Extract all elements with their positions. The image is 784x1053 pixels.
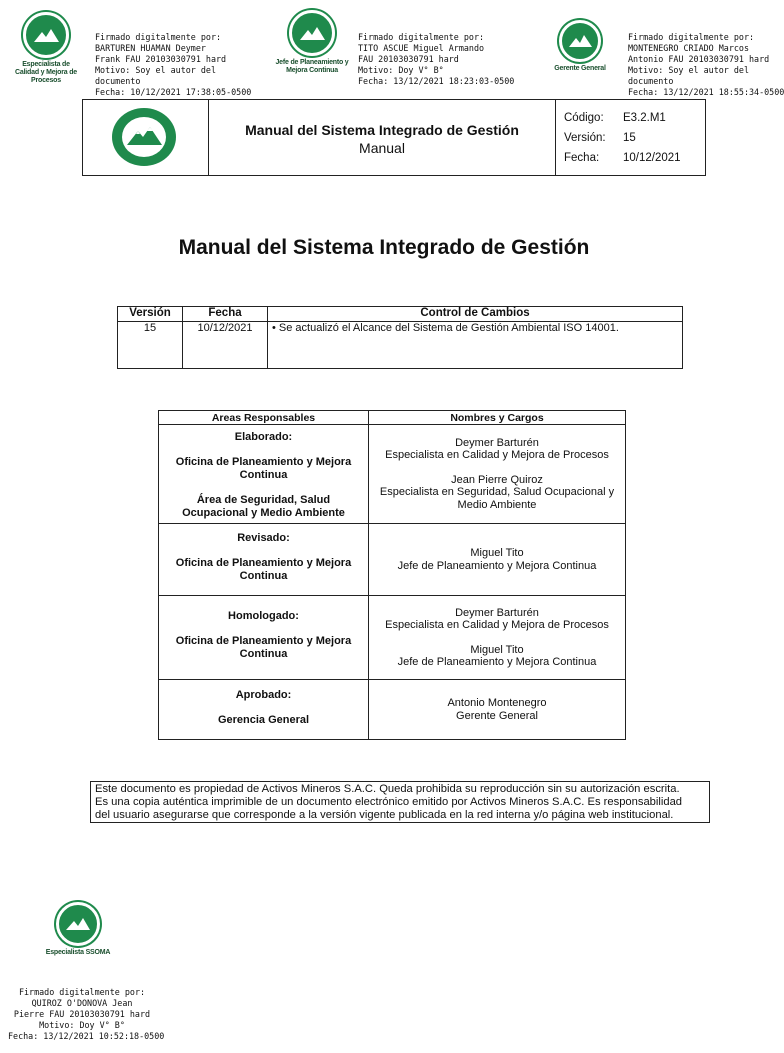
table-row-revisado [159,524,626,596]
table-row-elaborado [159,425,626,524]
seal-role: Especialista SSOMA [45,949,111,956]
person-role: Gerente General [456,709,538,722]
document-title: Manual del Sistema Integrado de Gestión [178,236,590,259]
table-row-homologado [159,596,626,680]
fecha-row [564,152,681,164]
signature-block-montenegro: Firmado digitalmente por: MONTENEGRO CRIADO Marcos Antonio FAU 20103030791 hard Motivo: Soy el autor del documento Fecha: 13/12/2021 18:55:34-0500 [628,32,784,97]
people-cell [369,524,626,596]
change-text: Se actualizó el Alcance del Sistema de Gestión Ambiental ISO 14001. [278,322,619,334]
area-name: Oficina de Planeamiento y Mejora Continua [175,635,352,660]
seal-role: Jefe de Planeamiento y Mejora Continua [275,59,349,74]
person-name: Antonio Montenegro [447,697,547,709]
person-name: Deymer Barturén [455,436,539,449]
activos-mineros-logo-icon [23,12,69,58]
version-table [117,306,683,369]
seal-gerente [550,20,610,73]
column-header: Control de Cambios [268,307,683,322]
person-name: Jean Pierre Quiroz [451,473,543,486]
areas-cell [159,680,369,740]
person-role: Especialista en Calidad y Mejora de Procesos [385,449,609,462]
codigo-row [564,112,666,124]
date-cell: 10/12/2021 [183,322,268,369]
codigo-label: Código: [564,112,604,124]
area-name: Oficina de Planeamiento y Mejora Continua [175,456,352,481]
table-header-row [159,411,626,425]
stage-label: Elaborado: [234,431,293,443]
version-cell: 15 [118,322,183,369]
notice-line: Este documento es propiedad de Activos Mineros S.A.C. Queda prohibida su reproducción sin su autorización escrita. [95,783,680,795]
activos-mineros-logo-icon [289,10,335,56]
seal-ssoma [40,902,116,957]
area-name: Área de Seguridad, Salud Ocupacional y Medio Ambiente [182,494,345,519]
fecha-label: Fecha: [564,152,600,164]
notice-line: del usuario asegurarse que corresponde a la versión vigente publicada en la red interna y/o página web institucional. [95,809,674,821]
column-header: Areas Responsables [159,411,369,425]
header-logo-cell [83,100,209,175]
column-header: Nombres y Cargos [369,411,626,425]
column-header: Versión [118,307,183,322]
table-row-aprobado [159,680,626,740]
activos-mineros-logo-icon [56,902,100,946]
people-cell [369,596,626,680]
activos-mineros-logo-icon [110,107,178,167]
person-role: Jefe de Planeamiento y Mejora Continua [397,559,597,572]
people-cell [369,680,626,740]
activos-mineros-logo-icon [559,20,601,62]
person-role: Especialista en Calidad y Mejora de Procesos [385,619,609,631]
change-cell: • Se actualizó el Alcance del Sistema de Gestión Ambiental ISO 14001. [268,322,683,369]
fecha-value: 10/12/2021 [623,152,681,164]
seal-role: Gerente General [554,65,606,72]
signature-block-barturen: Firmado digitalmente por: BARTUREN HUAMAN Deymer Frank FAU 20103030791 hard Motivo: Soy el autor del documento Fecha: 10/12/2021 17:38:05-0500 [95,32,252,97]
responsibles-table [158,410,626,740]
signature-block-quiroz: Firmado digitalmente por: QUIROZ O'DONOVA Jean Pierre FAU 20103030791 hard Motivo: Doy V° B° Fecha: 13/12/2021 10:52:18-0500 [8,987,165,1041]
table-row [118,322,683,369]
notice-line: Es una copia auténtica imprimible de un documento electrónico emitido por Activos Mineros S.A.C. Es responsabilidad [95,796,683,808]
areas-cell [159,596,369,680]
person-role: Jefe de Planeamiento y Mejora Continua [397,656,597,668]
ownership-notice [90,781,710,823]
seal-role: Especialista de Calidad y Mejora de Procesos [15,61,77,84]
people-cell [369,425,626,524]
header-subtitle: Manual [359,140,405,156]
table-header-row [118,307,683,322]
areas-cell [159,524,369,596]
signature-block-tito: Firmado digitalmente por: TITO ASCUE Miguel Armando FAU 20103030791 hard Motivo: Doy V° B° Fecha: 13/12/2021 18:23:03-0500 [358,32,515,86]
version-row [564,132,636,144]
header-meta-cell [556,100,705,175]
seal-planeamiento [270,10,354,75]
area-name: Gerencia General [217,714,310,726]
seal-calidad [10,12,82,85]
person-name: Deymer Barturén [455,606,539,619]
person-role: Especialista en Seguridad, Salud Ocupacional y Medio Ambiente [379,486,615,511]
area-name: Oficina de Planeamiento y Mejora Continua [175,557,352,582]
column-header: Fecha [183,307,268,322]
person-name: Miguel Tito [470,547,524,559]
person-name: Miguel Tito [470,643,524,656]
version-label: Versión: [564,132,606,144]
version-value: 15 [623,132,636,144]
codigo-value: E3.2.M1 [623,112,666,124]
stage-label: Homologado: [228,610,299,622]
document-header [82,99,706,176]
header-title: Manual del Sistema Integrado de Gestión [245,122,519,138]
areas-cell [159,425,369,524]
stage-label: Aprobado: [235,689,292,701]
header-title-cell [209,100,556,175]
stage-label: Revisado: [237,532,290,544]
